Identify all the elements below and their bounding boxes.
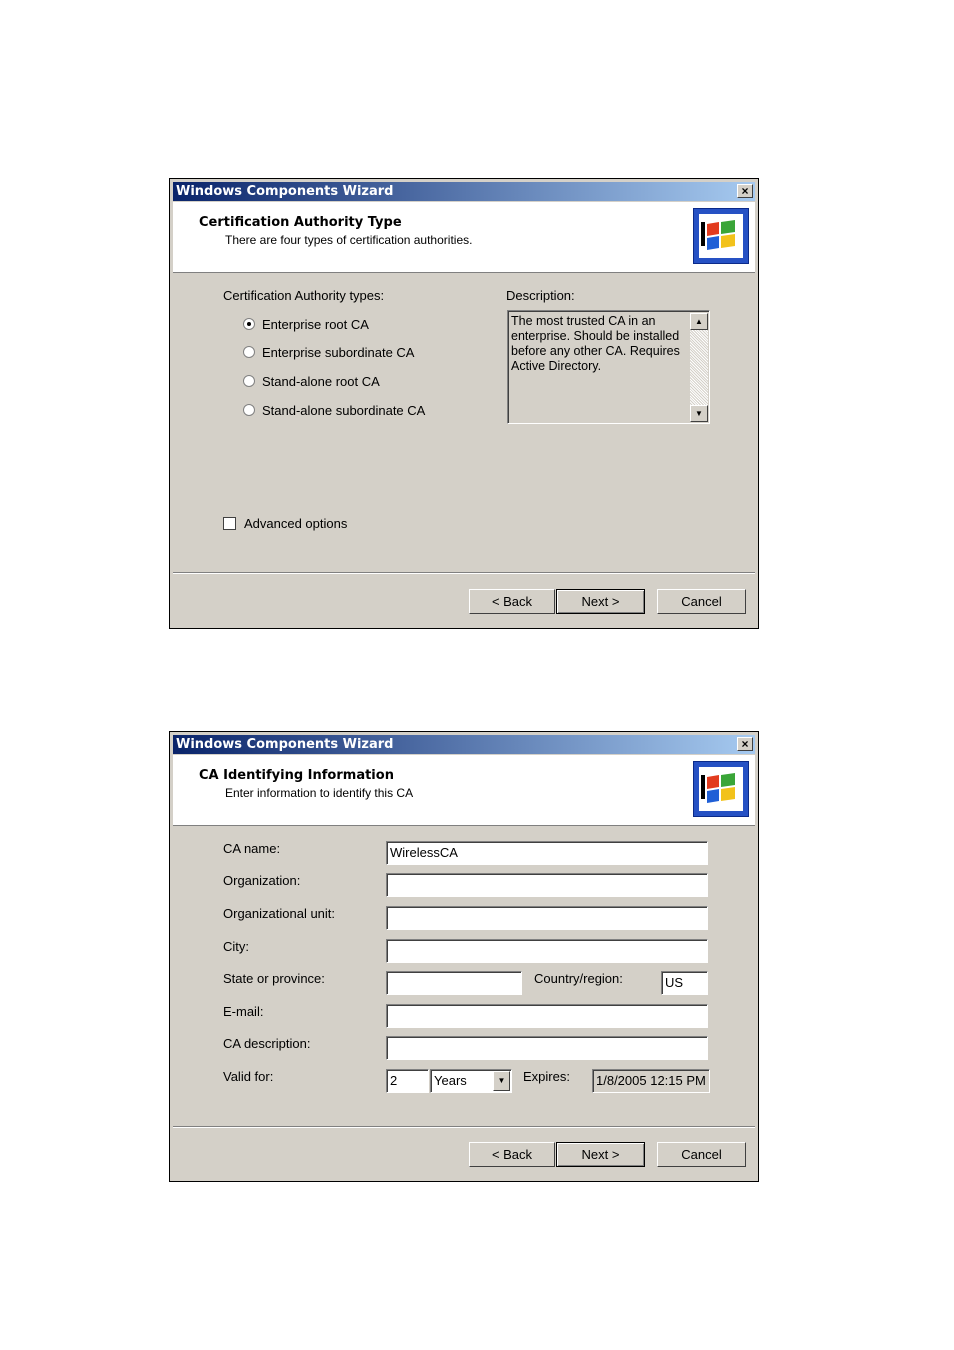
page-subtitle: There are four types of certification authorities.	[225, 233, 473, 247]
radio-enterprise-subordinate[interactable]	[243, 346, 255, 358]
valid-unit-select[interactable]	[430, 1069, 512, 1093]
city-label: City:	[223, 939, 249, 954]
radio-standalone-root[interactable]	[243, 375, 255, 387]
divider	[173, 572, 755, 574]
description-label: Description:	[506, 288, 575, 303]
radio-enterprise-root[interactable]	[243, 318, 255, 330]
valid-unit-value: Years	[434, 1073, 467, 1088]
title-bar[interactable]	[173, 735, 755, 754]
description-scrollbar[interactable]	[690, 313, 708, 422]
option-label: Enterprise root CA	[262, 317, 369, 332]
ca-identifying-dialog	[169, 731, 759, 1182]
scroll-down-icon[interactable]: ▼	[690, 405, 708, 422]
organization-label: Organization:	[223, 873, 301, 888]
ca-description-label: CA description:	[223, 1036, 311, 1051]
close-icon[interactable]: ×	[737, 184, 753, 198]
email-input[interactable]	[386, 1004, 708, 1028]
country-input[interactable]: US	[661, 971, 708, 995]
expires-label: Expires:	[523, 1069, 570, 1084]
ca-name-input[interactable]: WirelessCA	[386, 841, 708, 865]
page-subtitle: Enter information to identify this CA	[225, 786, 414, 800]
wizard-header	[173, 755, 755, 826]
expires-value: 1/8/2005 12:15 PM	[592, 1069, 710, 1093]
valid-for-label: Valid for:	[223, 1069, 274, 1084]
valid-for-input[interactable]: 2	[386, 1069, 429, 1093]
page-title: CA Identifying Information	[199, 768, 394, 783]
cancel-button[interactable]: Cancel	[657, 1142, 746, 1167]
windows-flag-icon	[693, 208, 749, 264]
org-unit-input[interactable]	[386, 906, 708, 930]
description-text: The most trusted CA in an enterprise. Should be installed before any other CA. Requires Active Directory.	[511, 314, 680, 373]
ca-type-dialog	[169, 178, 759, 629]
state-label: State or province:	[223, 971, 325, 986]
scroll-up-icon[interactable]: ▲	[690, 313, 708, 330]
divider	[173, 1126, 755, 1128]
next-button[interactable]: Next >	[556, 1142, 645, 1167]
option-label: Enterprise subordinate CA	[262, 345, 415, 360]
back-button[interactable]: < Back	[469, 1142, 555, 1167]
advanced-options-checkbox[interactable]	[223, 517, 236, 530]
chevron-down-icon[interactable]: ▼	[493, 1071, 510, 1091]
window-title: Windows Components Wizard	[176, 184, 394, 199]
option-label: Stand-alone root CA	[262, 374, 380, 389]
close-icon[interactable]: ×	[737, 737, 753, 751]
state-input[interactable]	[386, 971, 522, 995]
email-label: E-mail:	[223, 1004, 264, 1019]
windows-flag-icon	[693, 761, 749, 817]
window-title: Windows Components Wizard	[176, 737, 394, 752]
cancel-button[interactable]: Cancel	[657, 589, 746, 614]
back-button[interactable]: < Back	[469, 589, 555, 614]
wizard-header	[173, 202, 755, 273]
organization-input[interactable]	[386, 873, 708, 897]
radio-standalone-subordinate[interactable]	[243, 404, 255, 416]
description-box	[507, 310, 710, 424]
title-bar[interactable]	[173, 182, 755, 201]
advanced-options-label: Advanced options	[244, 516, 348, 531]
org-unit-label: Organizational unit:	[223, 906, 336, 921]
country-label: Country/region:	[534, 971, 623, 986]
next-button[interactable]: Next >	[556, 589, 645, 614]
option-label: Stand-alone subordinate CA	[262, 403, 426, 418]
ca-types-label: Certification Authority types:	[223, 288, 385, 303]
ca-name-label: CA name:	[223, 841, 281, 856]
city-input[interactable]	[386, 939, 708, 963]
ca-description-input[interactable]	[386, 1036, 708, 1060]
page-title: Certification Authority Type	[199, 215, 402, 230]
